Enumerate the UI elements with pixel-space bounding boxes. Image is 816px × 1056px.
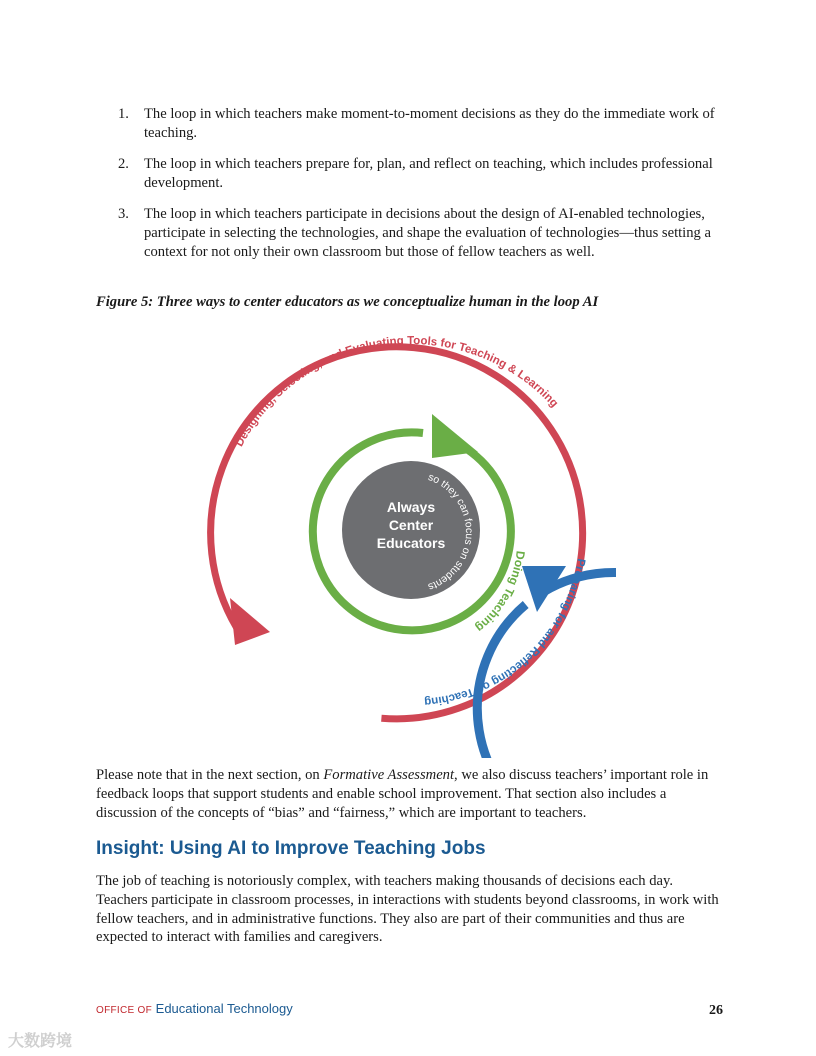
inner-loop-label: Doing Teaching [472,550,528,636]
list-text: The loop in which teachers prepare for, plan, and reflect on teaching, which includes professional development. [144,156,713,191]
watermark: 大数跨境 [8,1031,73,1050]
outer-loop-arrowhead [230,598,270,645]
list-number: 2. [118,156,129,173]
center-title-line3: Educators [376,535,446,551]
paragraph-teaching-complex: The job of teaching is notoriously complex, with teachers making thousands of decisions each day. Teachers participate in classroom processes, in interactions with students beyond classrooms, in work with fellow teachers, and in administrative functions. They also are part of their communities and thus are expected to interact with families and caregivers. [96,873,719,946]
list-item [96,105,726,143]
loop-list [96,105,726,274]
center-title-line2: Center [388,517,434,533]
footer-office: OFFICE OF [96,1005,153,1016]
list-number: 3. [118,206,129,223]
list-item [96,155,726,193]
formative-assessment-ref: Formative Assessment [323,767,455,783]
middle-loop-arrowhead [522,566,566,612]
list-text: The loop in which teachers participate in decisions about the design of AI-enabled technologies, participate in selecting the technologies, and shape the evaluation of technologies—thus setting a context for not only their own classroom but those of fellow teachers as well. [144,206,711,260]
list-number: 1. [118,106,129,122]
paragraph-text: Please note that in the next section, on [96,767,324,783]
footer-brand [96,1001,293,1016]
figure-caption: Figure 5: Three ways to center educators as we conceptualize human in the loop AI [96,294,599,310]
outer-loop-label: Designing, Selecting, and Evaluating Tools for Teaching & Learning [233,334,561,449]
paragraph-formative [96,766,720,822]
center-title-line1: Always [386,499,436,515]
center-subtitle: so they can focus on students [426,471,476,593]
inner-loop-arrowhead [432,414,478,458]
list-text: The loop in which teachers make moment-to-moment decisions as they do the immediate work of teaching. [144,106,715,141]
page-number: 26 [709,1003,723,1018]
loop-diagram [206,326,616,758]
list-item [96,205,726,261]
paragraph-text: , we also discuss teachers’ important role in feedback loops that support students and enable school improvement. That section also includes a discussion of the concepts of “bias” and “fairness,” which are important to teachers. [96,767,709,821]
section-heading: Insight: Using AI to Improve Teaching Jobs [96,838,486,859]
middle-loop-label: Preparing for and Reflecting on Teaching [423,557,587,708]
footer-edtech: Educational Technology [155,1001,293,1016]
